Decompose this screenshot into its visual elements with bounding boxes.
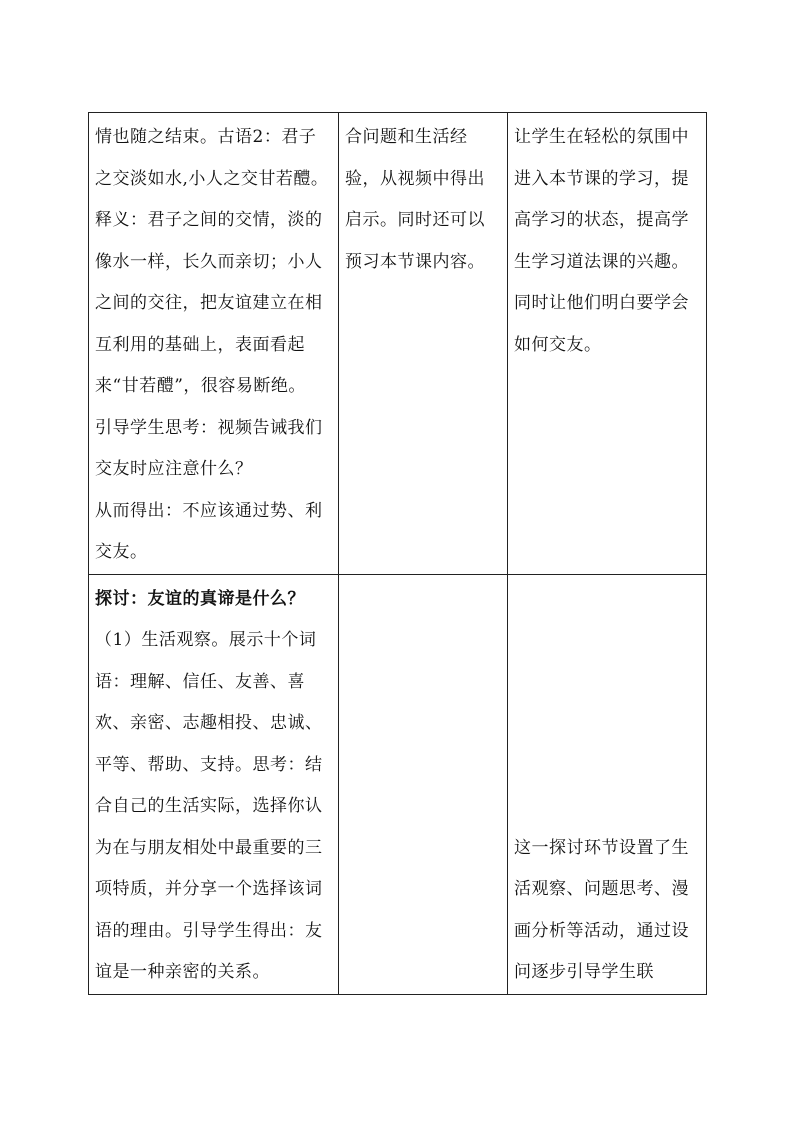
activity-paragraph: 从而得出：不应该通过势、利交友。 — [95, 500, 323, 562]
teacher-activity-cell — [89, 574, 339, 994]
table-row — [89, 574, 707, 994]
design-intent-cell — [508, 113, 707, 575]
table-row — [89, 113, 707, 575]
student-paragraph: 合问题和生活经验，从视频中得出启示。同时还可以预习本节课内容。 — [345, 127, 485, 272]
cell-spacer — [514, 579, 700, 828]
activity-paragraph: 引导学生思考：视频告诫我们交友时应注意什么？ — [95, 417, 323, 479]
student-activity-cell — [339, 113, 508, 575]
intent-paragraph: 这一探讨环节设置了生活观察、问题思考、漫画分析等活动，通过设问逐步引导学生联 — [514, 837, 689, 982]
activity-paragraph: 释义：君子之间的交情，淡的像水一样，长久而亲切；小人之间的交往，把友谊建立在相互利用的基础上，表面看起来“甘若醴”，很容易断绝。 — [95, 210, 323, 396]
design-intent-cell — [508, 574, 707, 994]
student-activity-cell — [339, 574, 508, 994]
teacher-activity-cell — [89, 113, 339, 575]
section-heading: 探讨：友谊的真谛是什么？ — [95, 588, 305, 609]
activity-paragraph: （1）生活观察。展示十个词语：理解、信任、友善、喜欢、亲密、志趣相投、忠诚、平等、帮助、支持。思考：结合自己的生活实际，选择你认为在与朋友相处中最重要的三项特质，并分享一个选择该词语的理由。引导学生得出：友谊是一种亲密的关系。 — [95, 630, 323, 982]
activity-paragraph: 情也随之结束。古语2：君子之交淡如水,小人之交甘若醴。 — [95, 127, 329, 189]
lesson-plan-table — [88, 112, 707, 995]
intent-paragraph: 让学生在轻松的氛围中进入本节课的学习，提高学习的状态，提高学生学习道法课的兴趣。同时让他们明白要学会如何交友。 — [514, 127, 689, 355]
